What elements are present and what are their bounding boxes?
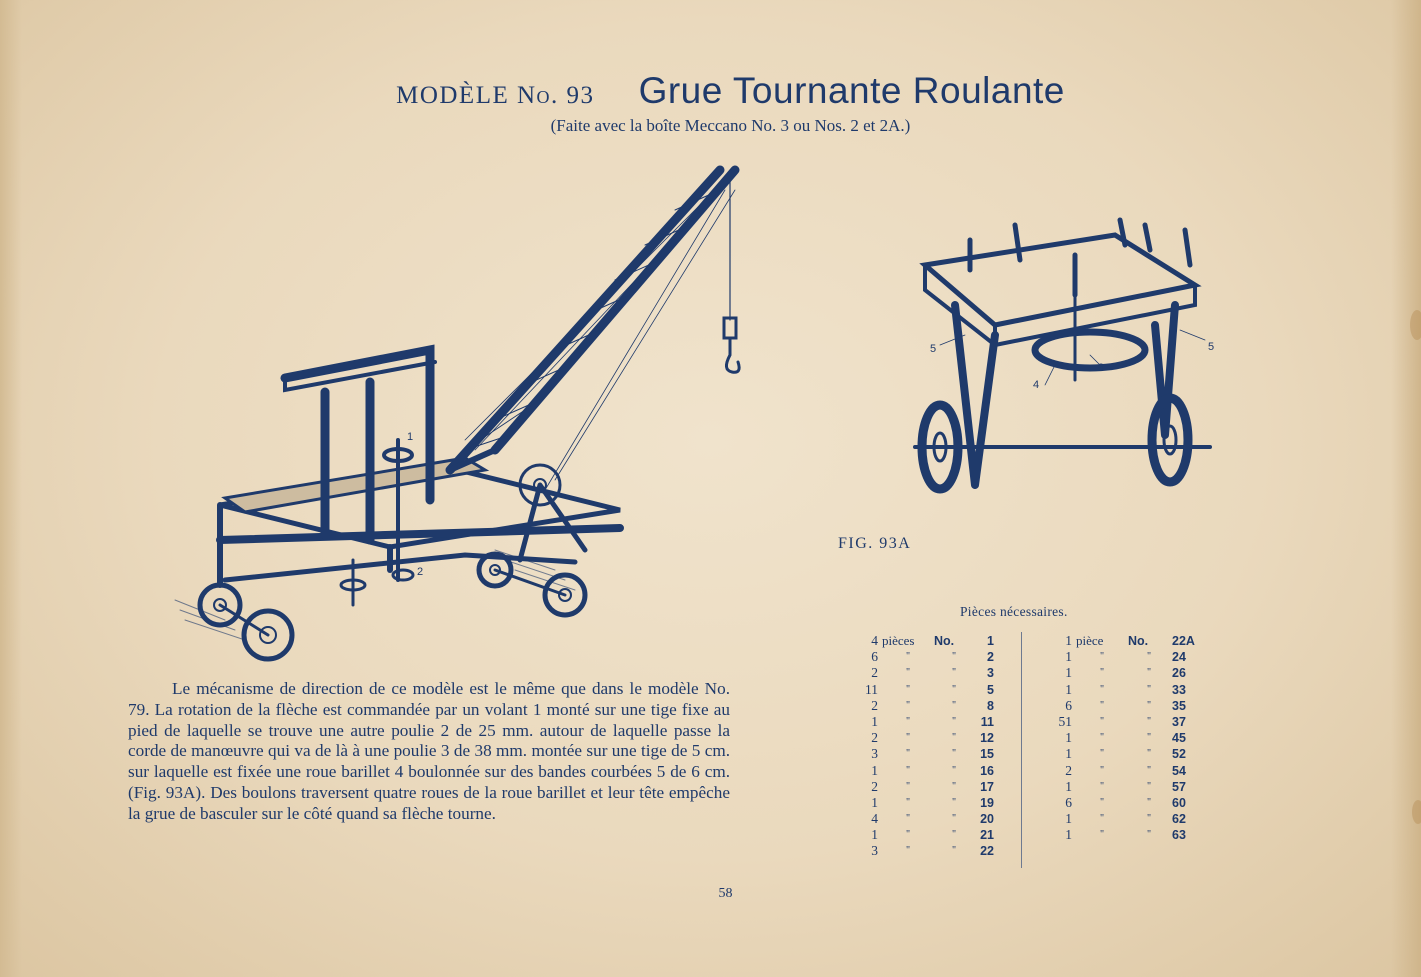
part-no: " [1146,764,1152,776]
part-qty: 1 [1065,827,1072,843]
parts-row [1058,746,1206,762]
part-no: " [951,651,957,663]
part-no: " [1146,748,1152,760]
part-word: " [1099,796,1105,808]
part-number: 20 [980,812,994,827]
parts-row [862,698,994,714]
parts-row [862,714,994,730]
part-no: " [1146,683,1152,695]
part-qty: 1 [1065,681,1072,697]
parts-row [1058,633,1206,649]
part-no: " [951,732,957,744]
part-no: " [951,813,957,825]
part-number: 54 [1172,763,1186,778]
part-qty: 1 [871,827,878,843]
part-number: 5 [987,682,994,697]
detail-illustration [905,215,1225,515]
part-no: " [951,829,957,841]
part-no: " [951,715,957,727]
part-number: 19 [980,795,994,810]
part-qty: 2 [871,730,878,746]
parts-row [1058,827,1206,843]
part-word: " [1099,813,1105,825]
parts-row [862,730,994,746]
parts-row [862,682,994,698]
part-qty: 2 [871,778,878,794]
part-word: " [1099,829,1105,841]
part-word: " [905,699,911,711]
part-qty: 1 [1065,633,1072,648]
page-edge-right [1391,0,1421,977]
part-qty: 2 [871,665,878,681]
figure-label: 3 [1098,362,1105,374]
part-number: 22 [980,844,994,859]
model-title: Grue Tournante Roulante [638,70,1065,111]
figure-label: 5 [930,343,937,355]
part-number: 45 [1172,731,1186,746]
part-number: 15 [980,747,994,762]
figure-caption: FIG. 93A [838,535,912,552]
part-word: " [905,813,911,825]
part-qty: 1 [1065,649,1072,665]
part-word: " [905,764,911,776]
parts-row [1058,649,1206,665]
part-qty: 2 [871,697,878,713]
parts-row [1058,795,1206,811]
part-qty: 2 [1065,762,1072,778]
parts-row [1058,682,1206,698]
part-word: " [905,715,911,727]
part-qty: 51 [1058,713,1072,729]
part-no: No. [1128,634,1149,648]
part-number: 57 [1172,779,1186,794]
part-qty: 3 [871,843,878,859]
part-word: " [905,845,911,857]
part-number: 1 [987,634,994,648]
part-word: " [1099,667,1105,679]
parts-row [862,843,994,859]
parts-row [1058,730,1206,746]
parts-row [862,811,994,827]
part-no: " [951,667,957,679]
part-qty: 6 [1065,794,1072,810]
part-no: " [951,748,957,760]
part-word: " [1099,699,1105,711]
part-no: " [951,764,957,776]
part-no: " [951,699,957,711]
parts-row [1058,779,1206,795]
part-qty: 11 [865,681,878,697]
parts-row [1058,714,1206,730]
part-qty: 3 [871,746,878,762]
part-no: " [1146,699,1152,711]
part-qty: 4 [871,811,878,827]
part-number: 16 [980,763,994,778]
model-subtitle: (Faite avec la boîte Meccano No. 3 ou Nos. 2 et 2A.) [550,116,911,135]
parts-row [1058,763,1206,779]
part-no: " [1146,813,1152,825]
part-number: 12 [980,731,994,746]
parts-row [862,633,994,649]
part-no: " [951,796,957,808]
figure-label: 4 [1033,379,1040,391]
part-no: " [1146,667,1152,679]
part-number: 35 [1172,698,1186,713]
part-no: " [1146,732,1152,744]
part-qty: 1 [1065,665,1072,681]
parts-list-left [862,633,994,860]
parts-row [862,779,994,795]
parts-row [862,795,994,811]
part-qty: 1 [1065,730,1072,746]
part-no: No. [934,634,955,648]
part-qty: 1 [871,794,878,810]
part-number: 62 [1172,812,1186,827]
parts-list-right [1058,633,1206,843]
part-no: " [1146,796,1152,808]
part-number: 11 [980,714,994,729]
part-word: " [1099,651,1105,663]
part-number: 2 [987,650,994,665]
parts-title: Pièces nécessaires. [960,604,1068,619]
part-qty: 6 [1065,697,1072,713]
part-qty: 1 [871,762,878,778]
parts-row [862,763,994,779]
parts-row [1058,698,1206,714]
part-number: 3 [987,666,994,681]
part-qty: 1 [1065,746,1072,762]
part-number: 63 [1172,828,1186,843]
part-qty: 4 [871,633,878,648]
part-word: " [1099,780,1105,792]
part-no: " [951,780,957,792]
part-qty: 6 [871,649,878,665]
paper-stain [1412,800,1421,824]
part-number: 60 [1172,795,1186,810]
part-no: " [1146,829,1152,841]
figure-label: 1 [407,431,414,443]
part-qty: 1 [1065,811,1072,827]
part-word: " [1099,732,1105,744]
part-word: " [905,829,911,841]
part-no: " [951,683,957,695]
parts-divider [1021,632,1022,868]
part-no: " [1146,715,1152,727]
parts-row [1058,665,1206,681]
part-word: " [1099,715,1105,727]
part-number: 52 [1172,747,1186,762]
part-word: " [905,796,911,808]
part-number: 22A [1172,634,1195,648]
part-number: 8 [987,698,994,713]
part-qty: 1 [871,713,878,729]
page-number: 58 [718,886,733,901]
description-paragraph: Le mécanisme de direction de ce modèle est le même que dans le modèle No. 79. La rotation de la flèche est commandée par un volant 1 monté sur une tige fixe au pied de laquelle se trouve une autre poulie 2 de 25 mm. autour de laquelle passe la corde de manœuvre qui va de là à une poulie 3 de 38 mm. montée sur une tige de 5 cm. sur laquelle est fixée une roue barillet 4 boulonnée sur des bandes courbées 5 de 6 cm. (Fig. 93A). Des boulons traversent quatre roues de la roue barillet et leur tête empêche la grue de basculer sur le côté quand sa flèche tourne. [128,679,730,823]
parts-row [862,746,994,762]
part-word: " [1099,748,1105,760]
part-word: " [905,667,911,679]
part-word: " [905,748,911,760]
page-edge-left [0,0,22,977]
crane-illustration [165,150,785,670]
part-no: " [951,845,957,857]
part-no: " [1146,651,1152,663]
part-word: " [905,732,911,744]
part-no: " [1146,780,1152,792]
model-number: MODÈLE No. 93 [396,82,595,109]
part-number: 24 [1172,650,1186,665]
figure-label: 2 [417,566,424,578]
paper-stain [1410,310,1421,340]
page-header [0,70,1421,136]
part-word: " [905,780,911,792]
parts-row [862,665,994,681]
part-word: " [905,651,911,663]
part-number: 17 [980,779,994,794]
parts-row [862,827,994,843]
part-number: 37 [1172,714,1186,729]
part-number: 33 [1172,682,1186,697]
part-word: " [1099,764,1105,776]
part-word: " [1099,683,1105,695]
part-number: 26 [1172,666,1186,681]
parts-row [862,649,994,665]
part-word: pièces [882,633,915,648]
part-word: pièce [1076,633,1104,648]
figure-label: 5 [1208,341,1215,353]
part-word: " [905,683,911,695]
part-number: 21 [980,828,994,843]
part-qty: 1 [1065,778,1072,794]
title-line [0,70,1421,112]
parts-row [1058,811,1206,827]
